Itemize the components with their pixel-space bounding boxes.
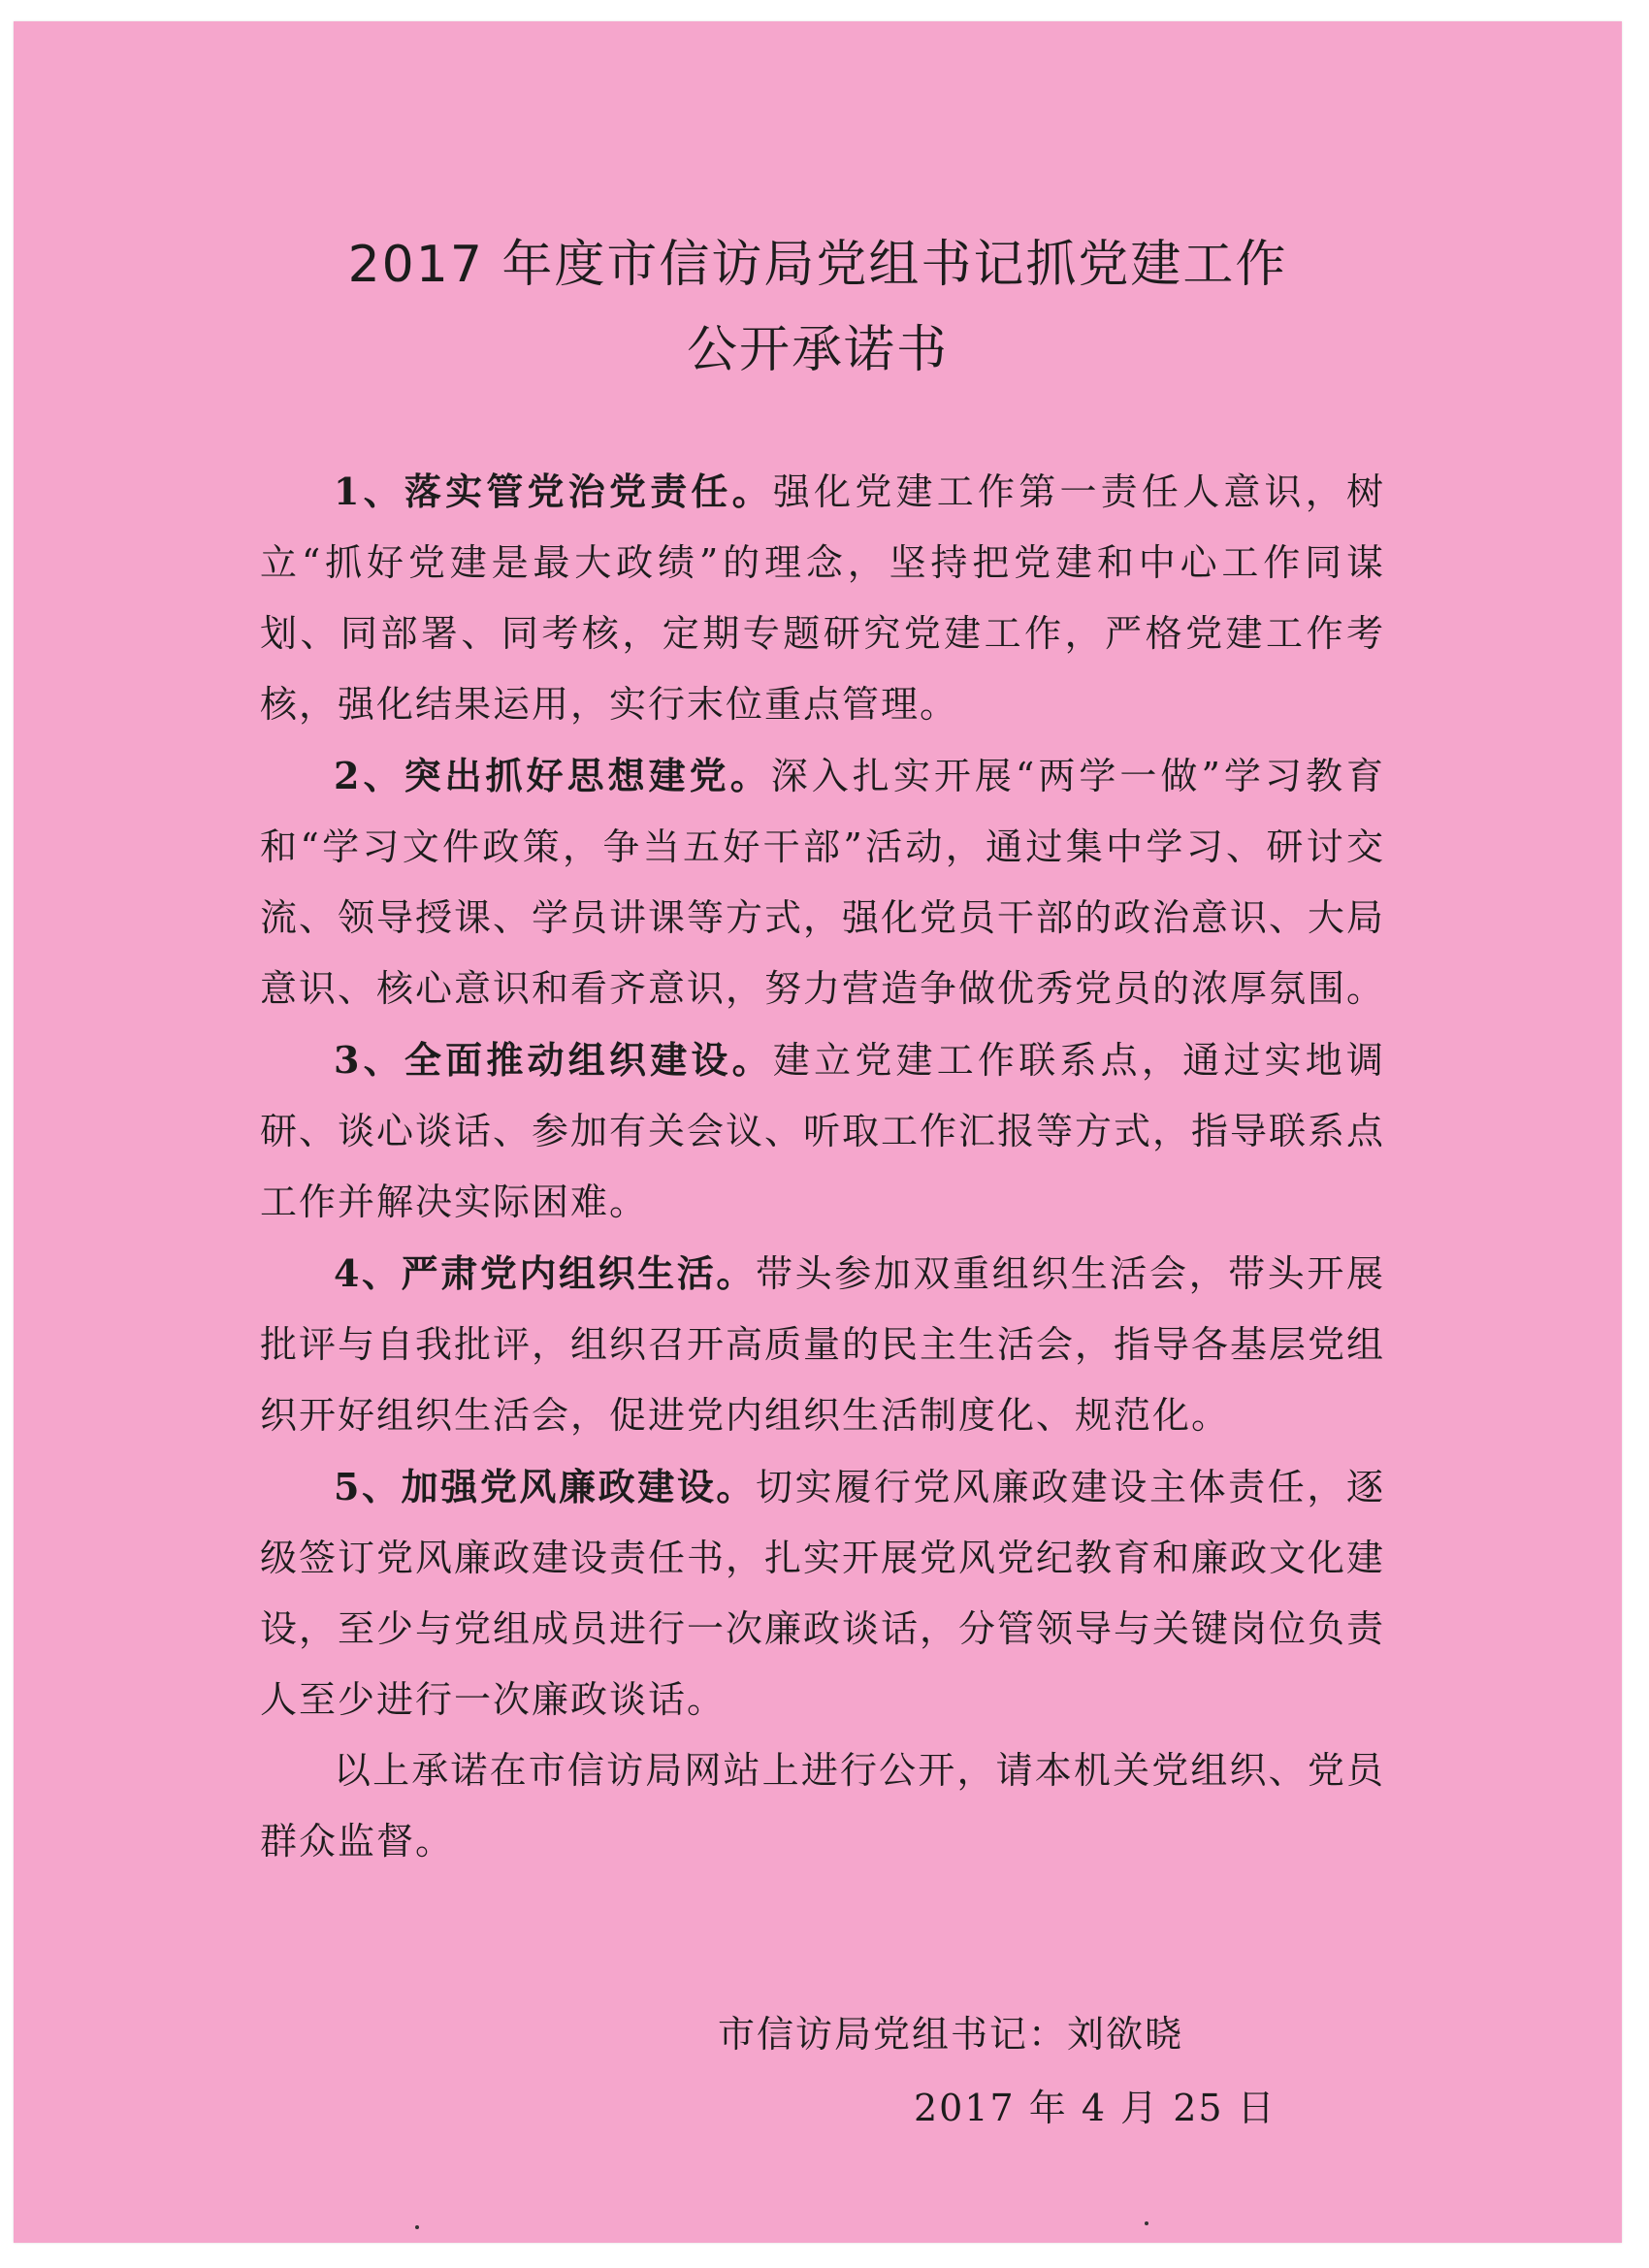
item-text: 带头参加双重组织生活会，带头开展批评与自我批评，组织召开高质量的民主生活会，指导各基层党组织开好组织生活会，促进党内组织生活制度化、规范化。 bbox=[260, 1252, 1386, 1437]
item-text: 强化党建工作第一责任人意识，树立“抓好党建是最大政绩”的理念，坚持把党建和中心工作同谋划、同部署、同考核，定期专题研究党建工作，严格党建工作考核，强化结果运用，实行末位重点管理。 bbox=[260, 470, 1385, 726]
signature-line: 市信访局党组书记：刘欲晓 bbox=[718, 2013, 1184, 2056]
commitment-item-3 bbox=[260, 1024, 1385, 1238]
commitment-item-1 bbox=[260, 456, 1385, 740]
closing-statement: 以上承诺在市信访局网站上进行公开，请本机关党组织、党员群众监督。 bbox=[260, 1749, 1385, 1863]
item-text: 深入扎实开展“两学一做”学习教育和“学习文件政策，争当五好干部”活动，通过集中学习、研讨交流、领导授课、学员讲课等方式，强化党员干部的政治意识、大局意识、核心意识和看齐意识，努力营造争做优秀党员的浓厚氛围。 bbox=[260, 755, 1386, 1010]
item-text: 建立党建工作联系点，通过实地调研、谈心谈话、参加有关会议、听取工作汇报等方式，指导联系点工作并解决实际困难。 bbox=[260, 1039, 1386, 1223]
item-heading: 1、落实管党治党责任。 bbox=[334, 470, 773, 513]
scan-speck bbox=[1145, 2221, 1148, 2225]
item-heading: 5、加强党风廉政建设。 bbox=[334, 1465, 757, 1508]
signature-date: 2017 年 4 月 25 日 bbox=[914, 2087, 1277, 2129]
commitment-body bbox=[260, 456, 1385, 1877]
document-title-line-1: 2017 年度市信访局党组书记抓党建工作 bbox=[347, 236, 1288, 294]
commitment-item-2 bbox=[260, 740, 1385, 1024]
item-heading: 4、严肃党内组织生活。 bbox=[334, 1251, 757, 1295]
scan-speck bbox=[415, 2225, 419, 2229]
pink-document-page bbox=[14, 21, 1622, 2243]
item-heading: 2、突出抓好思想建党。 bbox=[334, 754, 771, 797]
document-title-line-2: 公开承诺书 bbox=[686, 321, 949, 379]
commitment-item-4 bbox=[260, 1238, 1385, 1451]
item-heading: 3、全面推动组织建设。 bbox=[334, 1038, 773, 1082]
commitment-item-5 bbox=[260, 1451, 1385, 1735]
item-text: 切实履行党风廉政建设主体责任，逐级签订党风廉政建设责任书，扎实开展党风党纪教育和廉政文化建设，至少与党组成员进行一次廉政谈话，分管领导与关键岗位负责人至少进行一次廉政谈话。 bbox=[260, 1466, 1386, 1721]
